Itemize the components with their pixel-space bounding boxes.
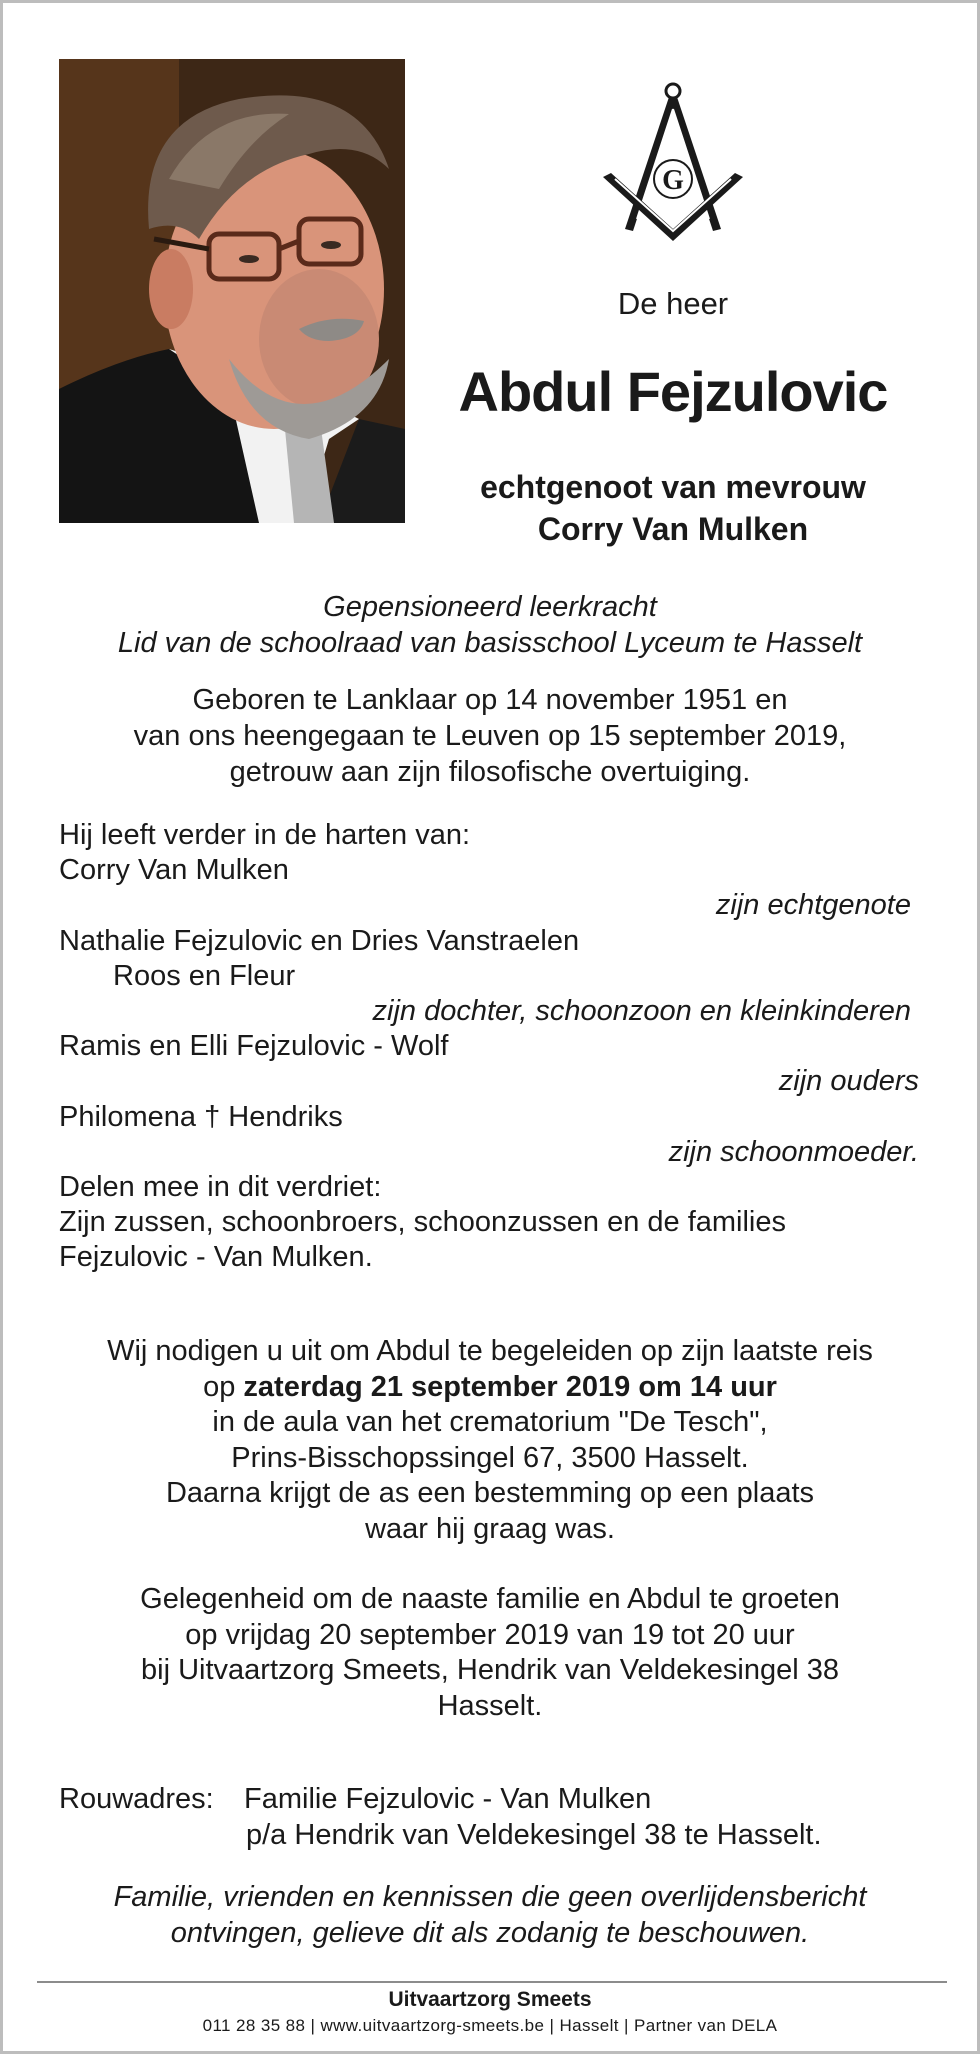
spouse-line-1: echtgenoot van mevrouw: [480, 469, 866, 505]
square-and-compass-icon: [603, 79, 743, 247]
address-label: Rouwadres:: [59, 1783, 214, 1815]
footer-divider: [37, 1981, 947, 1983]
family-intro: Hij leeft verder in de harten van:: [59, 819, 471, 851]
ceremony-line: in de aula van het crematorium "De Tesch",: [212, 1406, 768, 1438]
visitation-line: bij Uitvaartzorg Smeets, Hendrik van Veldekesingel 38: [141, 1654, 839, 1686]
share-line: Fejzulovic - Van Mulken.: [59, 1241, 373, 1273]
footer-info: 011 28 35 88 | www.uitvaartzorg-smeets.be | Hasselt | Partner van DELA: [202, 2016, 778, 2035]
family-grandchildren: Roos en Fleur: [113, 960, 296, 992]
family-mother-in-law-role: zijn schoonmoeder.: [668, 1136, 919, 1168]
visitation-line: op vrijdag 20 september 2019 van 19 tot 20 uur: [185, 1619, 795, 1651]
notice-line: ontvingen, gelieve dit als zodanig te beschouwen.: [170, 1917, 810, 1949]
ceremony-line: Wij nodigen u uit om Abdul te begeleiden op zijn laatste reis: [107, 1335, 873, 1367]
family-spouse-name: Corry Van Mulken: [59, 854, 289, 886]
obituary-card: [3, 3, 977, 2051]
address-line: p/a Hendrik van Veldekesingel 38 te Hasselt.: [246, 1819, 822, 1851]
spouse-line-2: Corry Van Mulken: [537, 511, 809, 547]
family-children: Nathalie Fejzulovic en Dries Vanstraelen: [59, 925, 580, 957]
notice-line: Familie, vrienden en kennissen die geen overlijdensbericht: [113, 1881, 867, 1913]
portrait-photo: [59, 59, 405, 523]
family-spouse-role: zijn echtgenote: [715, 889, 911, 921]
visitation-line: Gelegenheid om de naaste familie en Abdul te groeten: [140, 1583, 840, 1615]
footer-company: Uitvaartzorg Smeets: [388, 1988, 592, 2011]
deceased-name: Abdul Fejzulovic: [458, 360, 888, 423]
share-intro: Delen mee in dit verdriet:: [59, 1171, 382, 1203]
visitation-line: Hasselt.: [437, 1690, 543, 1722]
role-line: Lid van de schoolraad van basisschool Lyceum te Hasselt: [117, 627, 863, 659]
role-line: Gepensioneerd leerkracht: [323, 591, 657, 623]
ceremony-line: Daarna krijgt de as een bestemming op een plaats: [165, 1477, 815, 1509]
family-children-role: zijn dochter, schoonzoon en kleinkinderen: [372, 995, 911, 1027]
birth-line: Geboren te Lanklaar op 14 november 1951 en: [192, 684, 788, 716]
ceremony-date: zaterdag 21 september 2019 om 14 uur: [243, 1371, 777, 1403]
emblem-letter: G: [662, 165, 684, 196]
ceremony-line: Prins-Bisschopssingel 67, 3500 Hasselt.: [231, 1442, 749, 1474]
birth-line: van ons heengegaan te Leuven op 15 september 2019,: [133, 720, 847, 752]
family-parents: Ramis en Elli Fejzulovic - Wolf: [59, 1030, 449, 1062]
share-line: Zijn zussen, schoonbroers, schoonzussen en de families: [59, 1206, 786, 1238]
birth-line: getrouw aan zijn filosofische overtuiging.: [229, 756, 751, 788]
ceremony-line: waar hij graag was.: [365, 1513, 615, 1545]
ceremony-date-prefix: op: [203, 1371, 244, 1403]
salutation: De heer: [617, 286, 729, 321]
ceremony-date-line: [3, 1369, 977, 1405]
portrait-illustration: [59, 59, 405, 523]
family-parents-role: zijn ouders: [778, 1065, 919, 1097]
family-mother-in-law: Philomena † Hendriks: [59, 1101, 343, 1133]
address-line: Familie Fejzulovic - Van Mulken: [244, 1783, 652, 1815]
